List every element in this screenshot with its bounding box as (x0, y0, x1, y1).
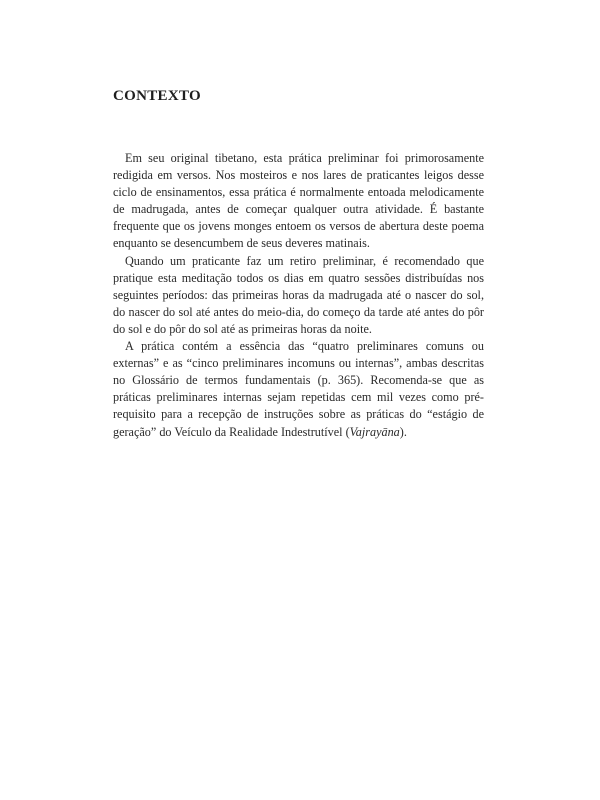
paragraph-3-text: A prática contém a essência das “quatro preliminares comuns ou externas” e as “cinco preliminares incomuns ou internas”, ambas descritas no Glossário de termos fundamentais (p. 365). Recomenda-se que as práticas preliminares internas sejam repetidas cem mil vezes como pré-requisito para a recepção de instruções sobre as práticas do “estágio de geração” do Veículo da Realidade Indestrutível ( (113, 339, 484, 439)
section-heading: CONTEXTO (113, 88, 201, 104)
paragraph-2-text: Quando um praticante faz um retiro preliminar, é recomendado que pratique esta meditação todos os dias em quatro sessões distribuídas nos seguintes períodos: das primeiras horas da madrugada até o nascer do sol, do nascer do sol até antes do meio-dia, do começo da tarde até antes do pôr do sol e do pôr do sol até as primeiras horas da noite. (113, 253, 484, 336)
body-text (113, 150, 484, 441)
paragraph-1-text: Em seu original tibetano, esta prática preliminar foi primorosamente redigida em versos. Nos mosteiros e nos lares de praticantes leigos desse ciclo de ensinamentos, essa prática é normalmente entoada melodicamente de madrugada, antes de começar qualquer outra atividade. É bastante frequente que os jovens monges entoem os versos de abertura deste poema enquanto se desencumbem de seus deveres matinais. (113, 151, 484, 251)
paragraph-3 (113, 338, 484, 441)
paragraph-2 (113, 253, 484, 338)
vajrayana-term: Vajrayāna (349, 424, 400, 439)
paragraph-3-closing: ). (399, 424, 407, 439)
paragraph-1 (113, 150, 484, 253)
